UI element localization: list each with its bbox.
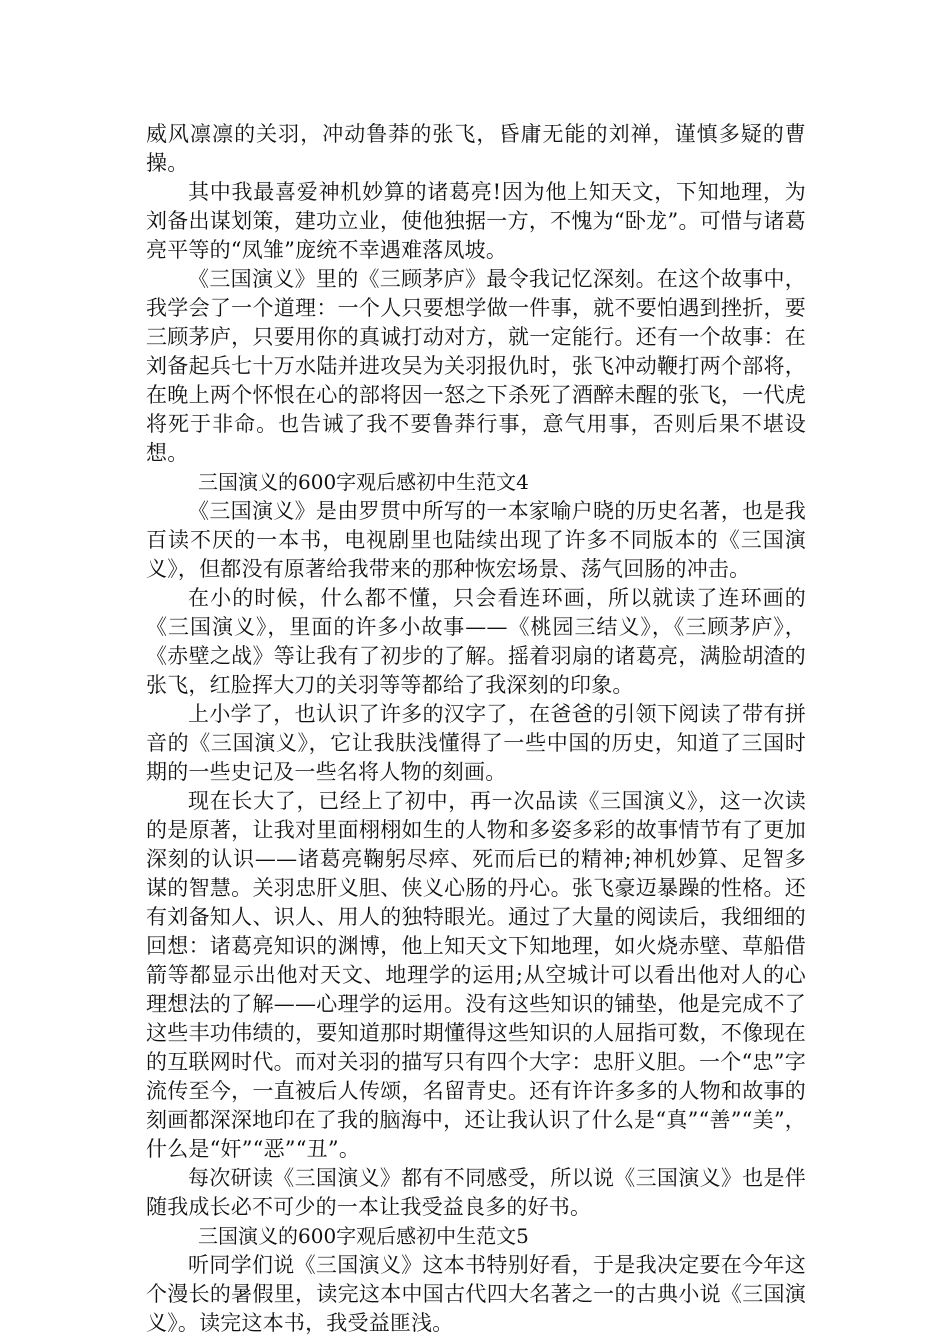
paragraph-primary-school: 上小学了，也认识了许多的汉字了，在爸爸的引领下阅读了带有拼音的《三国演义》，它让我肤浅懂得了一些中国的历史，知道了三国时期的一些史记及一些名将人物的刻画。 (146, 702, 806, 784)
paragraph-intro-essay-4: 《三国演义》是由罗贯中所写的一本家喻户晓的历史名著，也是我百读不厌的一本书，电视剧里也陆续出现了许多不同版本的《三国演义》，但都没有原著给我带来的那种恢宏场景、荡气回肠的冲击。 (146, 499, 806, 581)
paragraph-intro-essay-5: 听同学们说《三国演义》这本书特别好看，于是我决定要在今年这个漫长的暑假里，读完这本中国古代四大名著之一的古典小说《三国演义》。读完这本书，我受益匪浅。 (146, 1253, 806, 1335)
paragraph-three-visits: 《三国演义》里的《三顾茅庐》最令我记忆深刻。在这个故事中，我学会了一个道理：一个人只要想学做一件事，就不要怕遇到挫折，要三顾茅庐，只要用你的真诚打动对方，就一定能行。还有一个故事：在刘备起兵七十万水陆并进攻吴为关羽报仇时，张飞冲动鞭打两个部将，在晚上两个怀恨在心的部将因一怒之下杀死了酒醉未醒的张飞，一代虎将死于非命。也告诫了我不要鲁莽行事，意气用事，否则后果不堪设想。 (146, 267, 806, 465)
document-body (146, 120, 806, 1338)
section-heading-essay-4: 三国演义的600字观后感初中生范文4 (198, 470, 529, 494)
paragraph-middle-school: 现在长大了，已经上了初中，再一次品读《三国演义》，这一次读的是原著，让我对里面栩栩如生的人物和多姿多彩的故事情节有了更加深刻的认识——诸葛亮鞠躬尽瘁、死而后已的精神;神机妙算、足智多谋的智慧。关羽忠肝义胆、侠义心肠的丹心。张飞豪迈暴躁的性格。还有刘备知人、识人、用人的独特眼光。通过了大量的阅读后，我细细的回想：诸葛亮知识的渊博，他上知天文下知地理，如火烧赤壁、草船借箭等都显示出他对天文、地理学的运用;从空城计可以看出他对人的心理想法的了解——心理学的运用。没有这些知识的铺垫，他是完成不了这些丰功伟绩的，要知道那时期懂得这些知识的人屈指可数，不像现在的互联网时代。而对关羽的描写只有四个大字：忠肝义胆。一个“忠”字流传至今，一直被后人传颂，名留青史。还有许许多多的人物和故事的刻画都深深地印在了我的脑海中，还让我认识了什么是“真”“善”“美”，什么是“奸”“恶”“丑”。 (146, 789, 806, 1161)
paragraph-conclusion-essay-4: 每次研读《三国演义》都有不同感受，所以说《三国演义》也是伴随我成长必不可少的一本让我受益良多的好书。 (146, 1166, 806, 1219)
paragraph-childhood: 在小的时候，什么都不懂，只会看连环画，所以就读了连环画的《三国演义》，里面的许多小故事——《桃园三结义》，《三顾茅庐》，《赤壁之战》等让我有了初步的了解。摇着羽扇的诸葛亮，满脸胡渣的张飞，红脸挥大刀的关羽等等都给了我深刻的印象。 (146, 586, 806, 697)
paragraph-zhuge-liang: 其中我最喜爱神机妙算的诸葛亮!因为他上知天文，下知地理，为刘备出谋划策，建功立业，使他独据一方，不愧为“卧龙”。可惜与诸葛亮平等的“凤雏”庞统不幸遇难落凤坡。 (146, 180, 806, 262)
section-heading-essay-5: 三国演义的600字观后感初中生范文5 (198, 1224, 529, 1248)
paragraph-continuation: 威风凛凛的关羽，冲动鲁莽的张飞，昏庸无能的刘禅，谨慎多疑的曹操。 (146, 122, 806, 175)
